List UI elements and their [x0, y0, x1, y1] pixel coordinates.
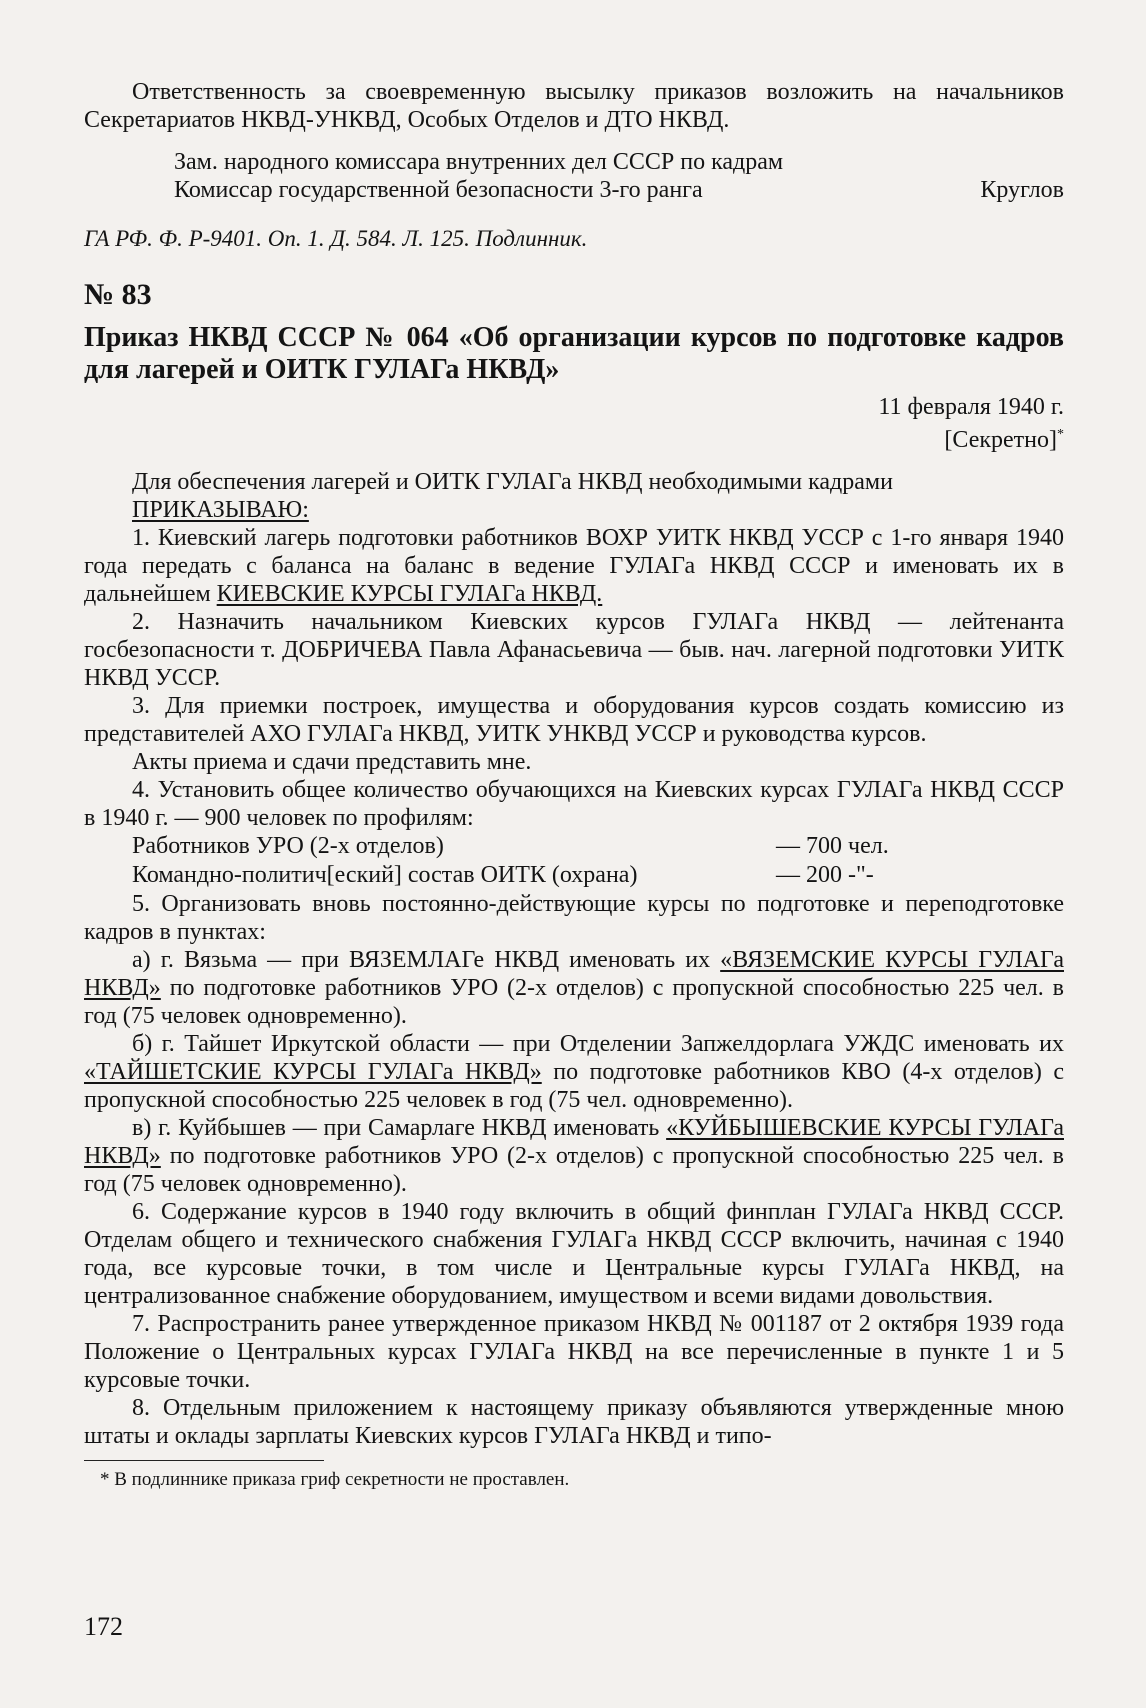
profile-label: Работников УРО (2-х отделов)	[132, 833, 444, 859]
item-3: 3. Для приемки построек, имущества и оборудования курсов создать комиссию из представителей АХО ГУЛАГа НКВД, УИТК УНКВД УССР и руководства курсов.	[84, 693, 1064, 747]
item-4: 4. Установить общее количество обучающихся на Киевских курсах ГУЛАГа НКВД СССР в 1940 г. — 900 человек по профилям:	[84, 777, 1064, 831]
signature-line-1: Зам. народного комиссара внутренних дел СССР по кадрам	[174, 149, 784, 175]
item-5b-underlined: «ТАЙШЕТСКИЕ КУРСЫ ГУЛАГа НКВД»	[84, 1059, 542, 1085]
item-5a	[84, 946, 1064, 1030]
item-7: 7. Распространить ранее утвержденное приказом НКВД № 001187 от 2 октября 1939 года Положение о Центральных курсах ГУЛАГа НКВД на все перечисленные в пункте 1 и 5 курсовые точки.	[84, 1311, 1064, 1393]
footnote-mark: *	[1057, 427, 1064, 442]
footnote-divider	[84, 1460, 324, 1461]
order-word	[84, 496, 1064, 524]
item-1	[84, 524, 1064, 608]
item-5a-text: а) г. Вязьма — при ВЯЗЕМЛАГе НКВД именовать их	[132, 947, 721, 973]
item-5c	[84, 1114, 1064, 1198]
item-5b-text-end: по подготовке работников КВО (4-х отделов) с пропускной способностью 225 человек в год (75 чел. одновременно).	[84, 1059, 1064, 1113]
secrecy-stamp	[84, 421, 1064, 454]
archive-source: ГА РФ. Ф. Р-9401. Оп. 1. Д. 584. Л. 125. Подлинник.	[84, 226, 588, 251]
signature-block	[84, 148, 1064, 204]
profile-row	[84, 861, 1064, 890]
item-1-underlined: КИЕВСКИЕ КУРСЫ ГУЛАГа НКВД.	[216, 581, 603, 607]
item-6: 6. Содержание курсов в 1940 году включить в общий финплан ГУЛАГа НКВД СССР. Отделам общего и технического снабжения ГУЛАГа НКВД СССР включить, начиная с 1940 года, все курсовые точки, в том числе и Центральные курсы ГУЛАГа НКВД, на централизованное снабжение оборудованием, имуществом и всеми видами довольствия.	[84, 1199, 1064, 1309]
intro-paragraph: Ответственность за своевременную высылку приказов возложить на начальников Секретариатов НКВД-УНКВД, Особых Отделов и ДТО НКВД.	[84, 79, 1064, 133]
order-word-text: ПРИКАЗЫВАЮ:	[132, 497, 309, 523]
document-title: Приказ НКВД СССР № 064 «Об организации курсов по подготовке кадров для лагерей и ОИТК ГУЛАГа НКВД»	[84, 322, 1064, 385]
footnote: * В подлиннике приказа гриф секретности не проставлен.	[100, 1469, 570, 1490]
item-1-text: 1. Киевский лагерь подготовки работников ВОХР УИТК НКВД УССР с 1-го января 1940 года передать с баланса на баланс в ведение ГУЛАГа НКВД СССР и именовать их в дальнейшем	[84, 525, 1064, 607]
signature-name: Круглов	[980, 177, 1064, 203]
profile-value: — 200 -"-	[776, 862, 874, 888]
item-5a-underlined: «ВЯЗЕМСКИЕ КУРСЫ ГУЛАГа НКВД»	[84, 947, 1064, 1001]
item-5c-text: в) г. Куйбышев — при Самарлаге НКВД именовать	[132, 1115, 667, 1141]
secrecy-label: [Секретно]	[944, 427, 1057, 453]
item-5: 5. Организовать вновь постоянно-действующие курсы по подготовке и переподготовке кадров в пунктах:	[84, 891, 1064, 945]
item-5b-text: б) г. Тайшет Иркутской области — при Отделении Запжелдорлага УЖДС именовать их	[132, 1031, 1064, 1057]
document-number: № 83	[84, 278, 152, 311]
item-5b	[84, 1030, 1064, 1114]
document-date: 11 февраля 1940 г.	[878, 394, 1064, 420]
item-8: 8. Отдельным приложением к настоящему приказу объявляются утвержденные мною штаты и оклады зарплаты Киевских курсов ГУЛАГа НКВД и типо-	[84, 1395, 1064, 1449]
profile-label: Командно-политич[еский] состав ОИТК (охрана)	[132, 862, 638, 888]
item-5c-text-end: по подготовке работников УРО (2-х отделов) с пропускной способностью 225 чел. в год (75 человек одновременно).	[84, 1143, 1064, 1197]
profile-list	[84, 832, 1064, 890]
page-number: 172	[84, 1612, 123, 1641]
profile-value: — 700 чел.	[776, 833, 889, 859]
item-5a-text-end: по подготовке работников УРО (2-х отделов) с пропускной способностью 225 чел. в год (75 человек одновременно).	[84, 975, 1064, 1029]
document-page	[84, 78, 1064, 1491]
signature-line-2: Комиссар государственной безопасности 3-го ранга	[174, 177, 703, 203]
preamble: Для обеспечения лагерей и ОИТК ГУЛАГа НКВД необходимыми кадрами	[132, 469, 893, 495]
item-2: 2. Назначить начальником Киевских курсов ГУЛАГа НКВД — лейтенанта госбезопасности т. ДОБРИЧЕВА Павла Афанасьевича — быв. нач. лагерной подготовки УИТК НКВД УССР.	[84, 609, 1064, 691]
item-5c-underlined: «КУЙБЫШЕВСКИЕ КУРСЫ ГУЛАГа НКВД»	[84, 1115, 1064, 1169]
item-3-note: Акты приема и сдачи представить мне.	[132, 749, 532, 775]
profile-row	[84, 832, 1064, 861]
